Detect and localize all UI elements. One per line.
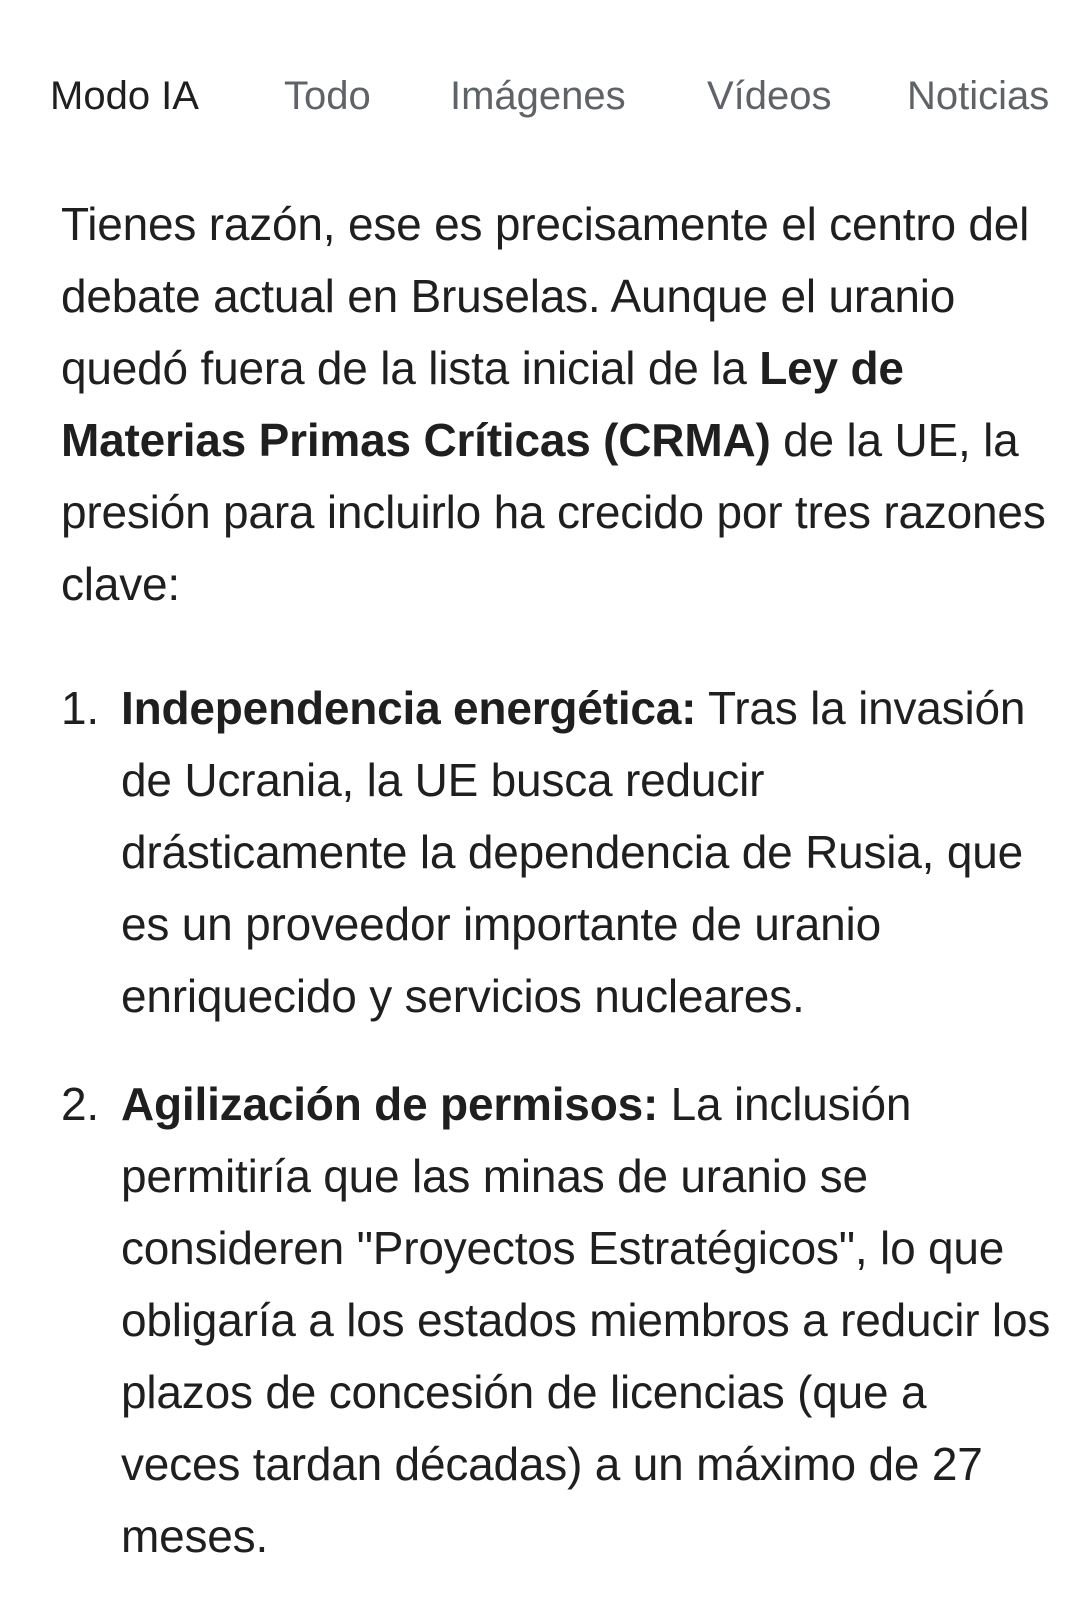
list-item-text: La inclusión permitiría que las minas de uranio se consideren "Proyectos Estratégicos", lo que obligaría a los estados miembros a reducir los plazos de concesión de licencias (que a veces tardan décadas) a un máximo de 27 meses.: [121, 1078, 1051, 1562]
list-item-title: Agilización de permisos:: [121, 1078, 659, 1130]
intro-text-end: de la UE, la presión para incluirlo ha crecido por tres razones clave:: [61, 414, 1046, 610]
tab-modo-ia[interactable]: Modo IA: [50, 74, 199, 118]
list-item-title: Independencia energética:: [121, 682, 697, 734]
list-item-text: Tras la invasión de Ucrania, la UE busca reducir drásticamente la dependencia de Rusia, que es un proveedor importante de uranio enriquecido y servicios nucleares.: [121, 682, 1026, 1022]
intro-bold-term: Ley de Materias Primas Críticas (CRMA): [61, 342, 904, 466]
list-item-number: 2.: [61, 1078, 99, 1130]
tab-videos[interactable]: Vídeos: [707, 74, 832, 118]
reasons-list: [61, 672, 1051, 1572]
answer-intro: [61, 188, 1051, 620]
list-item-number: 1.: [61, 682, 99, 734]
tab-noticias[interactable]: Noticias: [907, 74, 1050, 118]
ai-answer: [61, 188, 1051, 1608]
intro-text-start: Tienes razón, ese es precisamente el centro del debate actual en Bruselas. Aunque el uranio quedó fuera de la lista inicial de la: [61, 198, 1030, 394]
list-item: [61, 672, 1051, 1032]
search-tabs: [0, 66, 1080, 126]
tab-imagenes[interactable]: Imágenes: [450, 74, 626, 118]
list-item: [61, 1068, 1051, 1572]
tab-todo[interactable]: Todo: [284, 74, 371, 118]
